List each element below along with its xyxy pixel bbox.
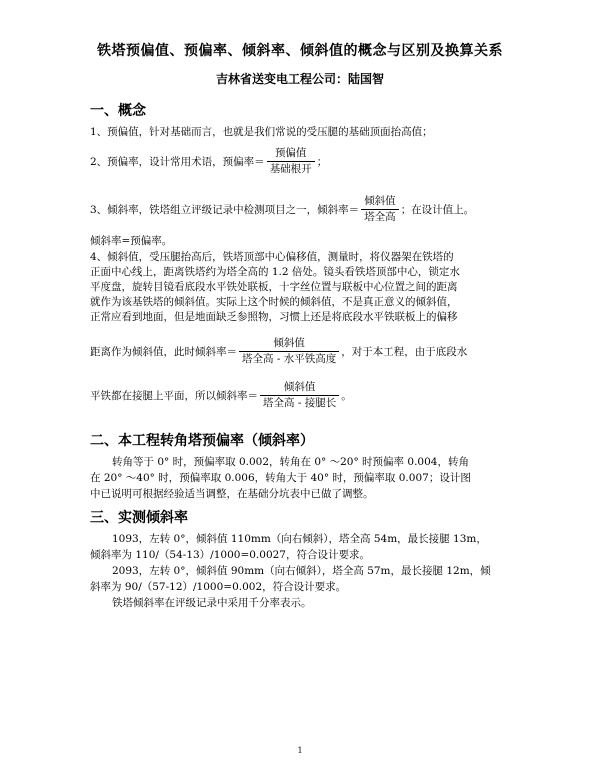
section2-line: 在 20° ～40° 时，预偏率取 0.006，转角大于 40° 时，预偏率取 0.007；设计图	[90, 472, 471, 484]
section-heading-concepts: 一、概念	[90, 103, 146, 119]
formula2-text: 平铁都在接腿上平面，所以倾斜率＝	[90, 390, 258, 402]
fraction-denominator: 塔全高	[364, 211, 396, 223]
fraction-denominator: 塔全高 - 接腿长	[263, 397, 337, 409]
section3-line: 2093，左转 0°，倾斜值 90mm（向右倾斜），塔全高 57m，最长接腿 12m，倾	[112, 565, 491, 577]
formula1-text: 距离作为倾斜值，此时倾斜率＝	[90, 346, 237, 358]
section2-line: 转角等于 0° 时，预偏率取 0.002，转角在 0° ～20° 时预偏率 0.004，转角	[112, 456, 469, 468]
item4-line: 4、倾斜值，受压腿抬高后，铁塔顶部中心偏移值，测量时，将仪器架在铁塔的	[90, 251, 454, 263]
item4-formula-2	[90, 380, 352, 411]
section-heading-measured: 三、实测倾斜率	[90, 510, 188, 526]
fraction-denominator: 基础根开	[269, 163, 312, 175]
section3-line: 铁塔倾斜率在评级记录中采用千分率表示。	[112, 597, 312, 609]
author-line: 吉林省送变电工程公司：陆国智	[215, 72, 384, 86]
item4-formula-1	[90, 336, 467, 367]
fraction-numerator: 倾斜值	[361, 194, 399, 210]
item3-suffix: ；在设计值上。	[400, 204, 475, 216]
section3-line: 倾斜率为 110/（54-13）/1000=0.0027，符合设计要求。	[90, 549, 370, 561]
fraction-denominator: 塔全高 - 水平铁高度	[242, 353, 337, 365]
concept-item-2	[90, 146, 327, 177]
item3-fraction	[361, 194, 399, 225]
section2-line: 中已说明可根据经验适当调整，在基础分坑表中已做了调整。	[90, 488, 374, 500]
formula2-suffix: 。	[341, 390, 352, 402]
item2-suffix: ；	[316, 156, 328, 168]
item4-line: 正常应看到地面，但是地面缺乏参照物，习惯上还是将底段水平铁联板上的偏移	[90, 311, 458, 323]
item3-text: 3、倾斜率，铁塔组立评级记录中检测项目之一，倾斜率＝	[90, 204, 360, 216]
concept-item-1: 1、预偏值，针对基础而言，也就是我们常说的受压腿的基础顶面抬高值；	[90, 126, 433, 138]
item4-line: 就作为该基铁塔的倾斜值。实际上这个时候的倾斜值，不是真正意义的倾斜值，	[90, 296, 458, 308]
fraction-numerator: 倾斜值	[260, 380, 339, 396]
page-number: 1	[297, 746, 303, 755]
item2-fraction	[267, 146, 315, 177]
concept-item-3	[90, 194, 474, 225]
formula1-suffix: ，对于本工程，由于底段水	[341, 346, 468, 358]
document-title: 铁塔预偏值、预偏率、倾斜率、倾斜值的概念与区别及换算关系	[97, 43, 503, 59]
section-heading-preset-rate: 二、本工程转角塔预偏率（倾斜率）	[90, 433, 314, 449]
item3-continuation: 倾斜率=预偏率。	[90, 235, 173, 247]
section3-line: 斜率为 90/（57-12）/1000=0.002，符合设计要求。	[90, 581, 347, 593]
item2-text: 2、预偏率，设计常用术语，预偏率＝	[90, 156, 265, 168]
item4-line: 平度盘，旋转目镜看底段水平铁处联板，十字丝位置与联板中心位置之间的距离	[90, 281, 458, 293]
section3-line: 1093，左转 0°，倾斜值 110mm（向右倾斜），塔全高 54m，最长接腿 13m，	[112, 533, 487, 545]
formula2-fraction	[260, 380, 339, 411]
fraction-numerator: 倾斜值	[239, 336, 339, 352]
formula1-fraction	[239, 336, 339, 367]
item4-line: 正面中心线上，距离铁塔约为塔全高的 1.2 倍处。镜头看铁塔顶部中心，锁定水	[90, 266, 460, 278]
fraction-numerator: 预偏值	[267, 146, 315, 162]
